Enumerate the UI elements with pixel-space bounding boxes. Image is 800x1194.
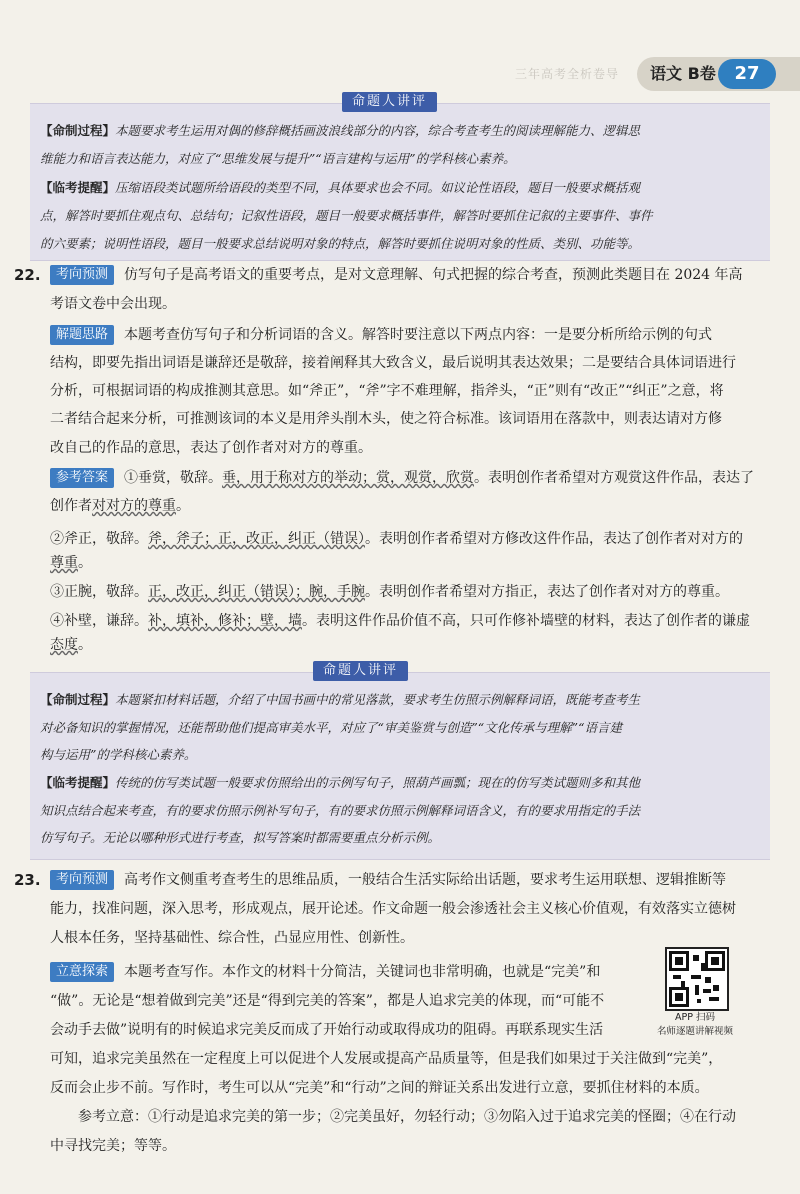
answer-tag-22: 参考答案	[50, 468, 114, 488]
panel2-line: 知识点结合起来考查，有的要求仿照示例补写句子，有的要求仿照示例解释词语含义，有的要求用指定的手法	[40, 803, 641, 818]
q23-idea-line: 中寻找完美；等等。	[50, 1138, 176, 1154]
panel2-line: 【临考提醒】传统的仿写类试题一般要求仿照给出的示例写句子，照葫芦画瓢；现在的仿写类试题则多和其他	[40, 775, 641, 790]
q22-approach-line: 二者结合起来分析，可推测该词的本义是用斧头削木头，使之符合标准。该词语用在落款中，则表达请对方修	[50, 411, 722, 427]
q23-idea-line: 可知，追求完美虽然在一定程度上可以促进个人发展或提高产品质量等，但是我们如果过于关注做到“完美”，	[50, 1051, 723, 1067]
panel2-line: 仿写句子。无论以哪种形式进行考查，拟写答案时都需要重点分析示例。	[40, 830, 441, 845]
approach-tag-22: 解题思路	[50, 325, 114, 345]
question-number-22: 22.	[14, 266, 41, 284]
q23-idea-line: 反而会止步不前。写作时，考生可以从“完美”和“行动”之间的辩证关系出发进行立意，要抓住材料的本质。	[50, 1080, 709, 1096]
question-number-23: 23.	[14, 871, 41, 889]
bleed-through-text: 三年高考全析卷导	[515, 67, 620, 81]
qr-code-icon[interactable]	[665, 947, 729, 1011]
panel1-line: 维能力和语言表达能力，对应了“思维发展与提升”“语言建构与运用”的学科核心素养。	[40, 151, 516, 166]
predict-tag-22: 考向预测	[50, 265, 114, 285]
panel1-line: 【命制过程】本题要求考生运用对偶的修辞概括画波浪线部分的内容，综合考查考生的阅读理解能力、逻辑思	[40, 123, 641, 138]
q23-predict-line: 人根本任务，坚持基础性、综合性，凸显应用性、创新性。	[50, 930, 414, 946]
panel-title-1: 命题人讲评	[342, 92, 437, 112]
q23-idea-line: 参考立意：①行动是追求完美的第一步；②完美虽好，勿轻行动；③勿陷入过于追求完美的怪圈；④在行动	[78, 1109, 736, 1125]
q22-answer-line: ③正腕，敬辞。正，改正，纠正（错误）；腕，手腕。表明创作者希望对方指正，表达了创作者对对方的尊重。	[50, 584, 729, 600]
q22-approach-line: 改自己的作品的意思，表达了创作者对对方的尊重。	[50, 440, 372, 456]
q22-answer-line: 尊重。	[50, 555, 92, 571]
q22-answer-line: ④补壁，谦辞。补，填补，修补；壁，墙。表明这件作品价值不高，只可作修补墙壁的材料，表达了创作者的谦虚	[50, 613, 750, 629]
subject-label: 语文 B卷	[650, 64, 716, 83]
panel1-line: 的六要素；说明性语段，题目一般要求总结说明对象的特点，解答时要抓住说明对象的性质、类别、功能等。	[40, 236, 641, 251]
page-number: 27	[734, 63, 760, 84]
q22-answer-line: 创作者对对方的尊重。	[50, 498, 190, 514]
idea-tag-23: 立意探索	[50, 962, 114, 982]
panel2-line: 对必备知识的掌握情况，还能帮助他们提高审美水平，对应了“审美鉴赏与创造”“文化传承与理解”“语言建	[40, 720, 622, 735]
predict-tag-23: 考向预测	[50, 870, 114, 890]
q22-predict-line: 仿写句子是高考语文的重要考点，是对文意理解、句式把握的综合考查，预测此类题目在 2024 年高	[124, 267, 743, 283]
q22-answer-line: ①垂赏，敬辞。垂，用于称对方的举动；赏，观赏，欣赏。表明创作者希望对方观赏这件作品，表达了	[124, 470, 754, 486]
q23-idea-line: 会动手去做”说明有的时候追求完美反而成了开始行动或取得成功的阻碍。再联系现实生活	[50, 1022, 604, 1038]
q22-approach-line: 结构，即要先指出词语是谦辞还是敬辞，接着阐释其大致含义，最后说明其表达效果；二是要结合具体词语进行	[50, 355, 736, 371]
panel2-line: 【命制过程】本题紧扣材料话题，介绍了中国书画中的常见落款，要求考生仿照示例解释词语，既能考查考生	[40, 692, 641, 707]
panel2-line: 构与运用”的学科核心素养。	[40, 747, 197, 762]
qr-caption-video: 名师逐题讲解视频	[656, 1026, 733, 1037]
panel-title-2: 命题人讲评	[313, 661, 408, 681]
q22-approach-line: 本题考查仿写句子和分析词语的含义。解答时要注意以下两点内容：一是要分析所给示例的句式	[124, 327, 712, 343]
q22-answer-line: ②斧正，敬辞。斧，斧子；正，改正，纠正（错误）。表明创作者希望对方修改这件作品，表达了创作者对对方的	[50, 531, 743, 547]
q23-predict-line: 能力，找准问题，深入思考，形成观点，展开论述。作文命题一般会渗透社会主义核心价值观，有效落实立德树	[50, 901, 736, 917]
q23-idea-line: “做”。无论是“想着做到完美”还是“得到完美的答案”，都是人追求完美的体现，而“可能不	[50, 993, 605, 1009]
q22-predict-line: 考语文卷中会出现。	[50, 296, 176, 312]
q22-answer-line: 态度。	[50, 637, 92, 653]
panel1-line: 【临考提醒】压缩语段类试题所给语段的类型不同，具体要求也会不同。如议论性语段，题目一般要求概括观	[40, 180, 641, 195]
q23-idea-line: 本题考查写作。本作文的材料十分简洁，关键词也非常明确，也就是“完美”和	[124, 964, 601, 980]
q23-predict-line: 高考作文侧重考查考生的思维品质，一般结合生活实际给出话题，要求考生运用联想、逻辑推断等	[124, 872, 726, 888]
panel1-line: 点，解答时要抓住观点句、总结句；记叙性语段，题目一般要求概括事件，解答时要抓住记叙的主要事件、事件	[40, 208, 653, 223]
q22-approach-line: 分析，可根据词语的构成推测其意思。如“斧正”，“斧”字不难理解，指斧头，“正”则有“改正”“纠正”之意，将	[50, 383, 724, 399]
qr-caption-app: APP 扫码	[675, 1012, 715, 1023]
